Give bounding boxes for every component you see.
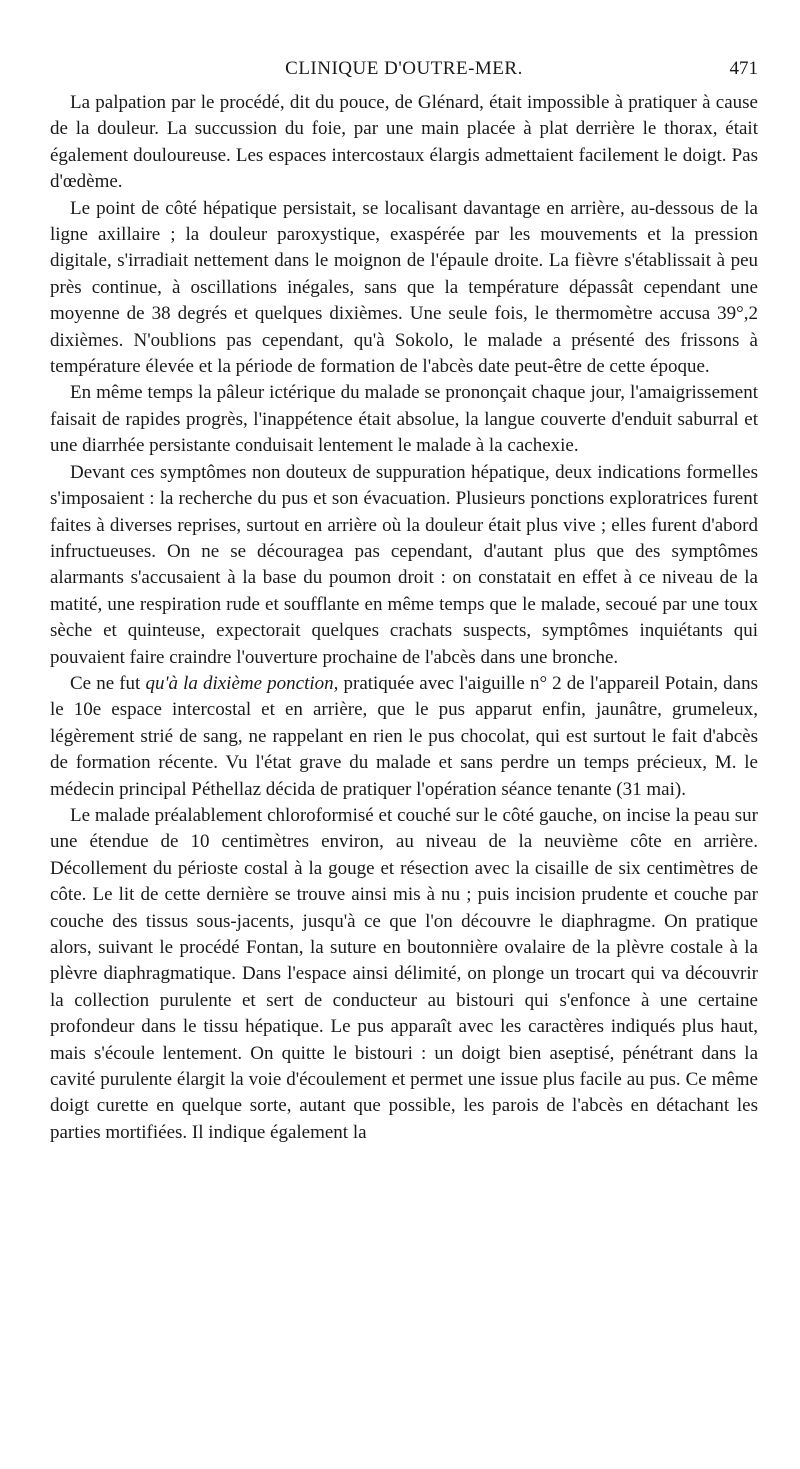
paragraph-point-de-cote: Le point de côté hépatique persistait, se localisant davantage en arrière, au-dessous de la ligne axillaire ; la douleur paroxystique, exaspérée par les mouvements et la pression digitale, s'irradiait nettement dans le moignon de l'épaule droite. La fièvre s'établissait à peu près continue, à oscillations inégales, sans que la température dépassât cependant une moyenne de 38 degrés et quelques dixièmes. Une seule fois, le thermomètre accusa 39°,2 dixièmes. N'oublions pas cependant, qu'à Sokolo, le malade a présenté des frissons à température élevée et la période de formation de l'abcès date peut-être de cette époque. [50, 197, 758, 378]
page-header [50, 56, 758, 90]
paragraph-palpation: La palpation par le procédé, dit du pouce, de Glénard, était impossible à pratiquer à cause de la douleur. La succussion du foie, par une main placée à plat derrière le thorax, était également douloureuse. Les espaces intercostaux élargis admettaient facilement le doigt. Pas d'œdème. [50, 92, 758, 193]
paragraph-ponction-start: Ce ne fut [70, 672, 146, 694]
document-page [50, 56, 758, 1146]
paragraph-ponction-end: , pratiquée avec l'aiguille n° 2 de l'appareil Potain, dans le 10e espace intercostal et en arrière, que le pus apparut enfin, jaunâtre, grumeleux, légèrement strié de sang, ne rappelant en rien le pus chocolat, qui est surtout le fait d'abcès de formation récente. Vu l'état grave du malade et sans perdre un temps précieux, M. le médecin principal Péthellaz décida de pratiquer l'opération séance tenante (31 mai). [50, 672, 758, 800]
paragraph-paleur: En même temps la pâleur ictérique du malade se prononçait chaque jour, l'amaigrissement faisait de rapides progrès, l'inappétence était absolue, la langue couverte d'enduit saburral et une diarrhée persistante conduisait lentement le malade à la cachexie. [50, 382, 758, 457]
paragraph-ponction [50, 671, 758, 803]
running-title: CLINIQUE D'OUTRE-MER. [285, 58, 523, 79]
paragraph-symptomes: Devant ces symptômes non douteux de suppuration hépatique, deux indications formelles s'imposaient : la recherche du pus et son évacuation. Plusieurs ponctions exploratrices furent faites à diverses reprises, surtout en arrière où la douleur était plus vive ; elles furent d'abord infructueuses. On ne se découragea pas cependant, d'autant plus que des symptômes alarmants s'accusaient à la base du poumon droit : on constatait en effet à ce niveau de la matité, une respiration rude et soufflante en même temps que le malade, secoué par une toux sèche et quinteuse, expectorait quelques crachats suspects, symptômes inquiétants qui pouvaient faire craindre l'ouverture prochaine de l'abcès dans une bronche. [50, 461, 758, 668]
paragraph-ponction-italic: qu'à la dixième ponction [145, 672, 334, 694]
page-number: 471 [729, 58, 758, 79]
paragraph-operation: Le malade préalablement chloroformisé et couché sur le côté gauche, on incise la peau sur une étendue de 10 centimètres environ, au niveau de la neuvième côte en arrière. Décollement du périoste costal à la gouge et résection avec la cisaille de six centimètres de côte. Le lit de cette dernière se trouve ainsi mis à nu ; puis incision prudente et couche par couche des tissus sous-jacents, jusqu'à ce que l'on découvre le diaphragme. On pratique alors, suivant le procédé Fontan, la suture en boutonnière ovalaire de la plèvre costale à la plèvre diaphragmatique. Dans l'espace ainsi délimité, on plonge un trocart qui va découvrir la collection purulente et sert de conducteur au bistouri qui s'enfonce à une certaine profondeur dans le tissu hépatique. Le pus apparaît avec les caractères indiqués plus haut, mais s'écoule lentement. On quitte le bistouri : un doigt bien aseptisé, pénétrant dans la cavité purulente élargit la voie d'écoulement et permet une issue plus facile au pus. Ce même doigt curette en quelque sorte, autant que possible, les parois de l'abcès en détachant les parties mortifiées. Il indique également la [50, 804, 758, 1143]
